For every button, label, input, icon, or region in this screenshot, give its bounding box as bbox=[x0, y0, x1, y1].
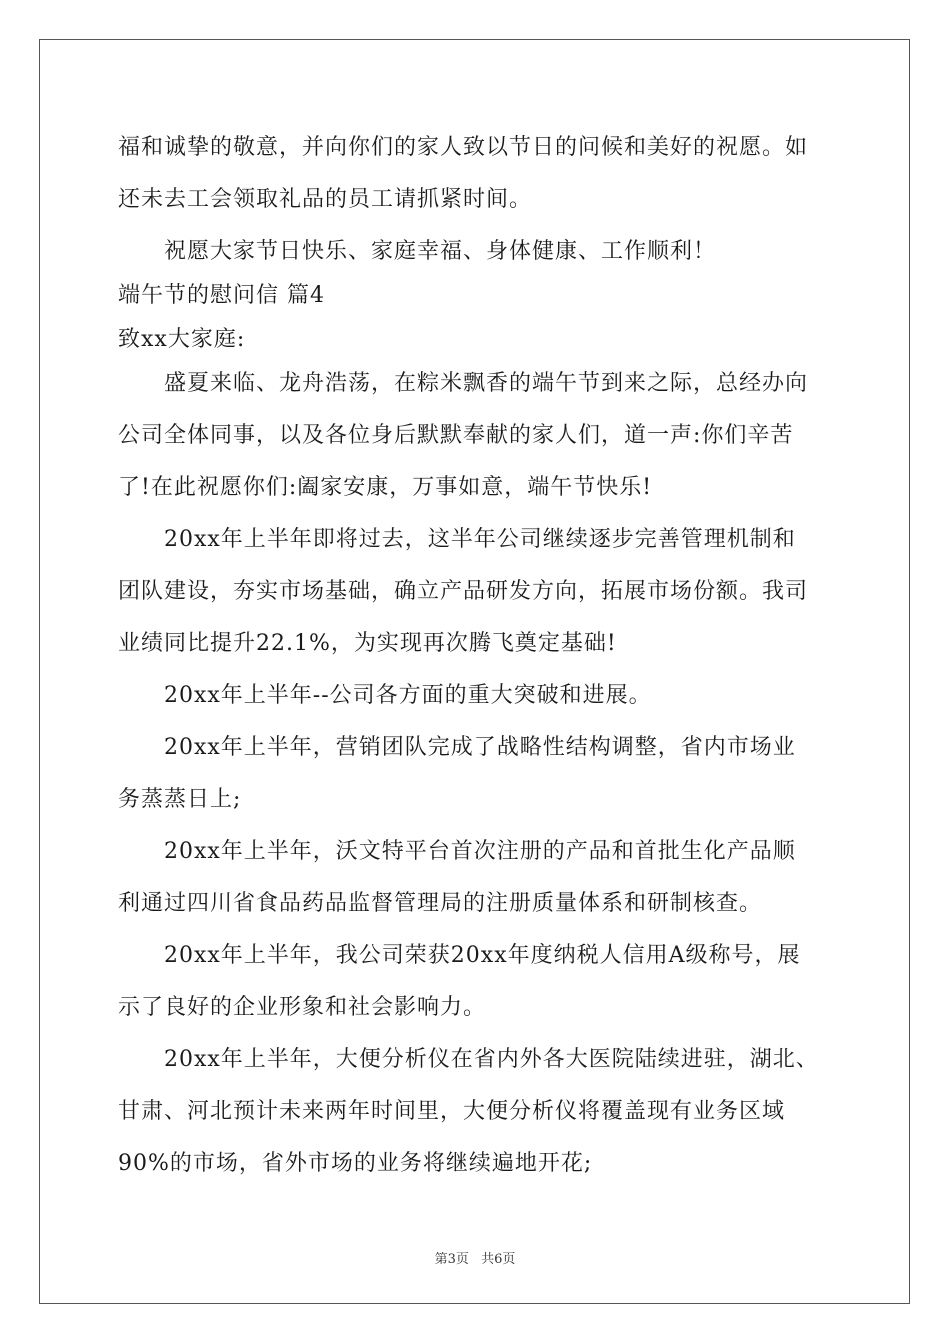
text-line: 20xx年上半年，营销团队完成了战略性结构调整，省内市场业 bbox=[164, 735, 796, 760]
section-heading: 端午节的慰问信 篇4 bbox=[118, 283, 325, 308]
text-line: 示了良好的企业形象和社会影响力。 bbox=[118, 995, 487, 1020]
text-line: 甘肃、河北预计未来两年时间里，大便分析仪将覆盖现有业务区域 bbox=[118, 1099, 786, 1124]
text-line: 祝愿大家节日快乐、家庭幸福、身体健康、工作顺利！ bbox=[164, 239, 717, 264]
text-line: 90%的市场，省外市场的业务将继续遍地开花; bbox=[118, 1151, 593, 1176]
text-line: 还未去工会领取礼品的员工请抓紧时间。 bbox=[118, 187, 533, 212]
text-line: 公司全体同事，以及各位身后默默奉献的家人们，道一声:你们辛苦 bbox=[118, 423, 794, 448]
page-total: 共6页 bbox=[481, 1252, 516, 1267]
text-line: 福和诚挚的敬意，并向你们的家人致以节日的问候和美好的祝愿。如 bbox=[118, 135, 809, 160]
text-line: 20xx年上半年即将过去，这半年公司继续逐步完善管理机制和 bbox=[164, 527, 796, 552]
text-line: 盛夏来临、龙舟浩荡，在粽米飘香的端午节到来之际，总经办向 bbox=[164, 371, 809, 396]
text-line: 20xx年上半年--公司各方面的重大突破和进展。 bbox=[164, 683, 652, 708]
text-line: 20xx年上半年，我公司荣获20xx年度纳税人信用A级称号，展 bbox=[164, 943, 801, 968]
text-line: 团队建设，夯实市场基础，确立产品研发方向，拓展市场份额。我司 bbox=[118, 579, 809, 604]
page-footer bbox=[0, 1248, 950, 1267]
text-line: 20xx年上半年，大便分析仪在省内外各大医院陆续进驻，湖北、 bbox=[164, 1047, 819, 1072]
text-line: 务蒸蒸日上; bbox=[118, 787, 242, 812]
text-line: 业绩同比提升22.1%，为实现再次腾飞奠定基础! bbox=[118, 631, 617, 656]
text-line: 了!在此祝愿你们:阖家安康，万事如意，端午节快乐! bbox=[118, 475, 653, 500]
page-number: 第3页 bbox=[434, 1252, 469, 1267]
salutation: 致xx大家庭: bbox=[118, 327, 246, 352]
document-body bbox=[118, 128, 838, 1196]
text-line: 20xx年上半年，沃文特平台首次注册的产品和首批生化产品顺 bbox=[164, 839, 796, 864]
text-line: 利通过四川省食品药品监督管理局的注册质量体系和研制核查。 bbox=[118, 891, 763, 916]
